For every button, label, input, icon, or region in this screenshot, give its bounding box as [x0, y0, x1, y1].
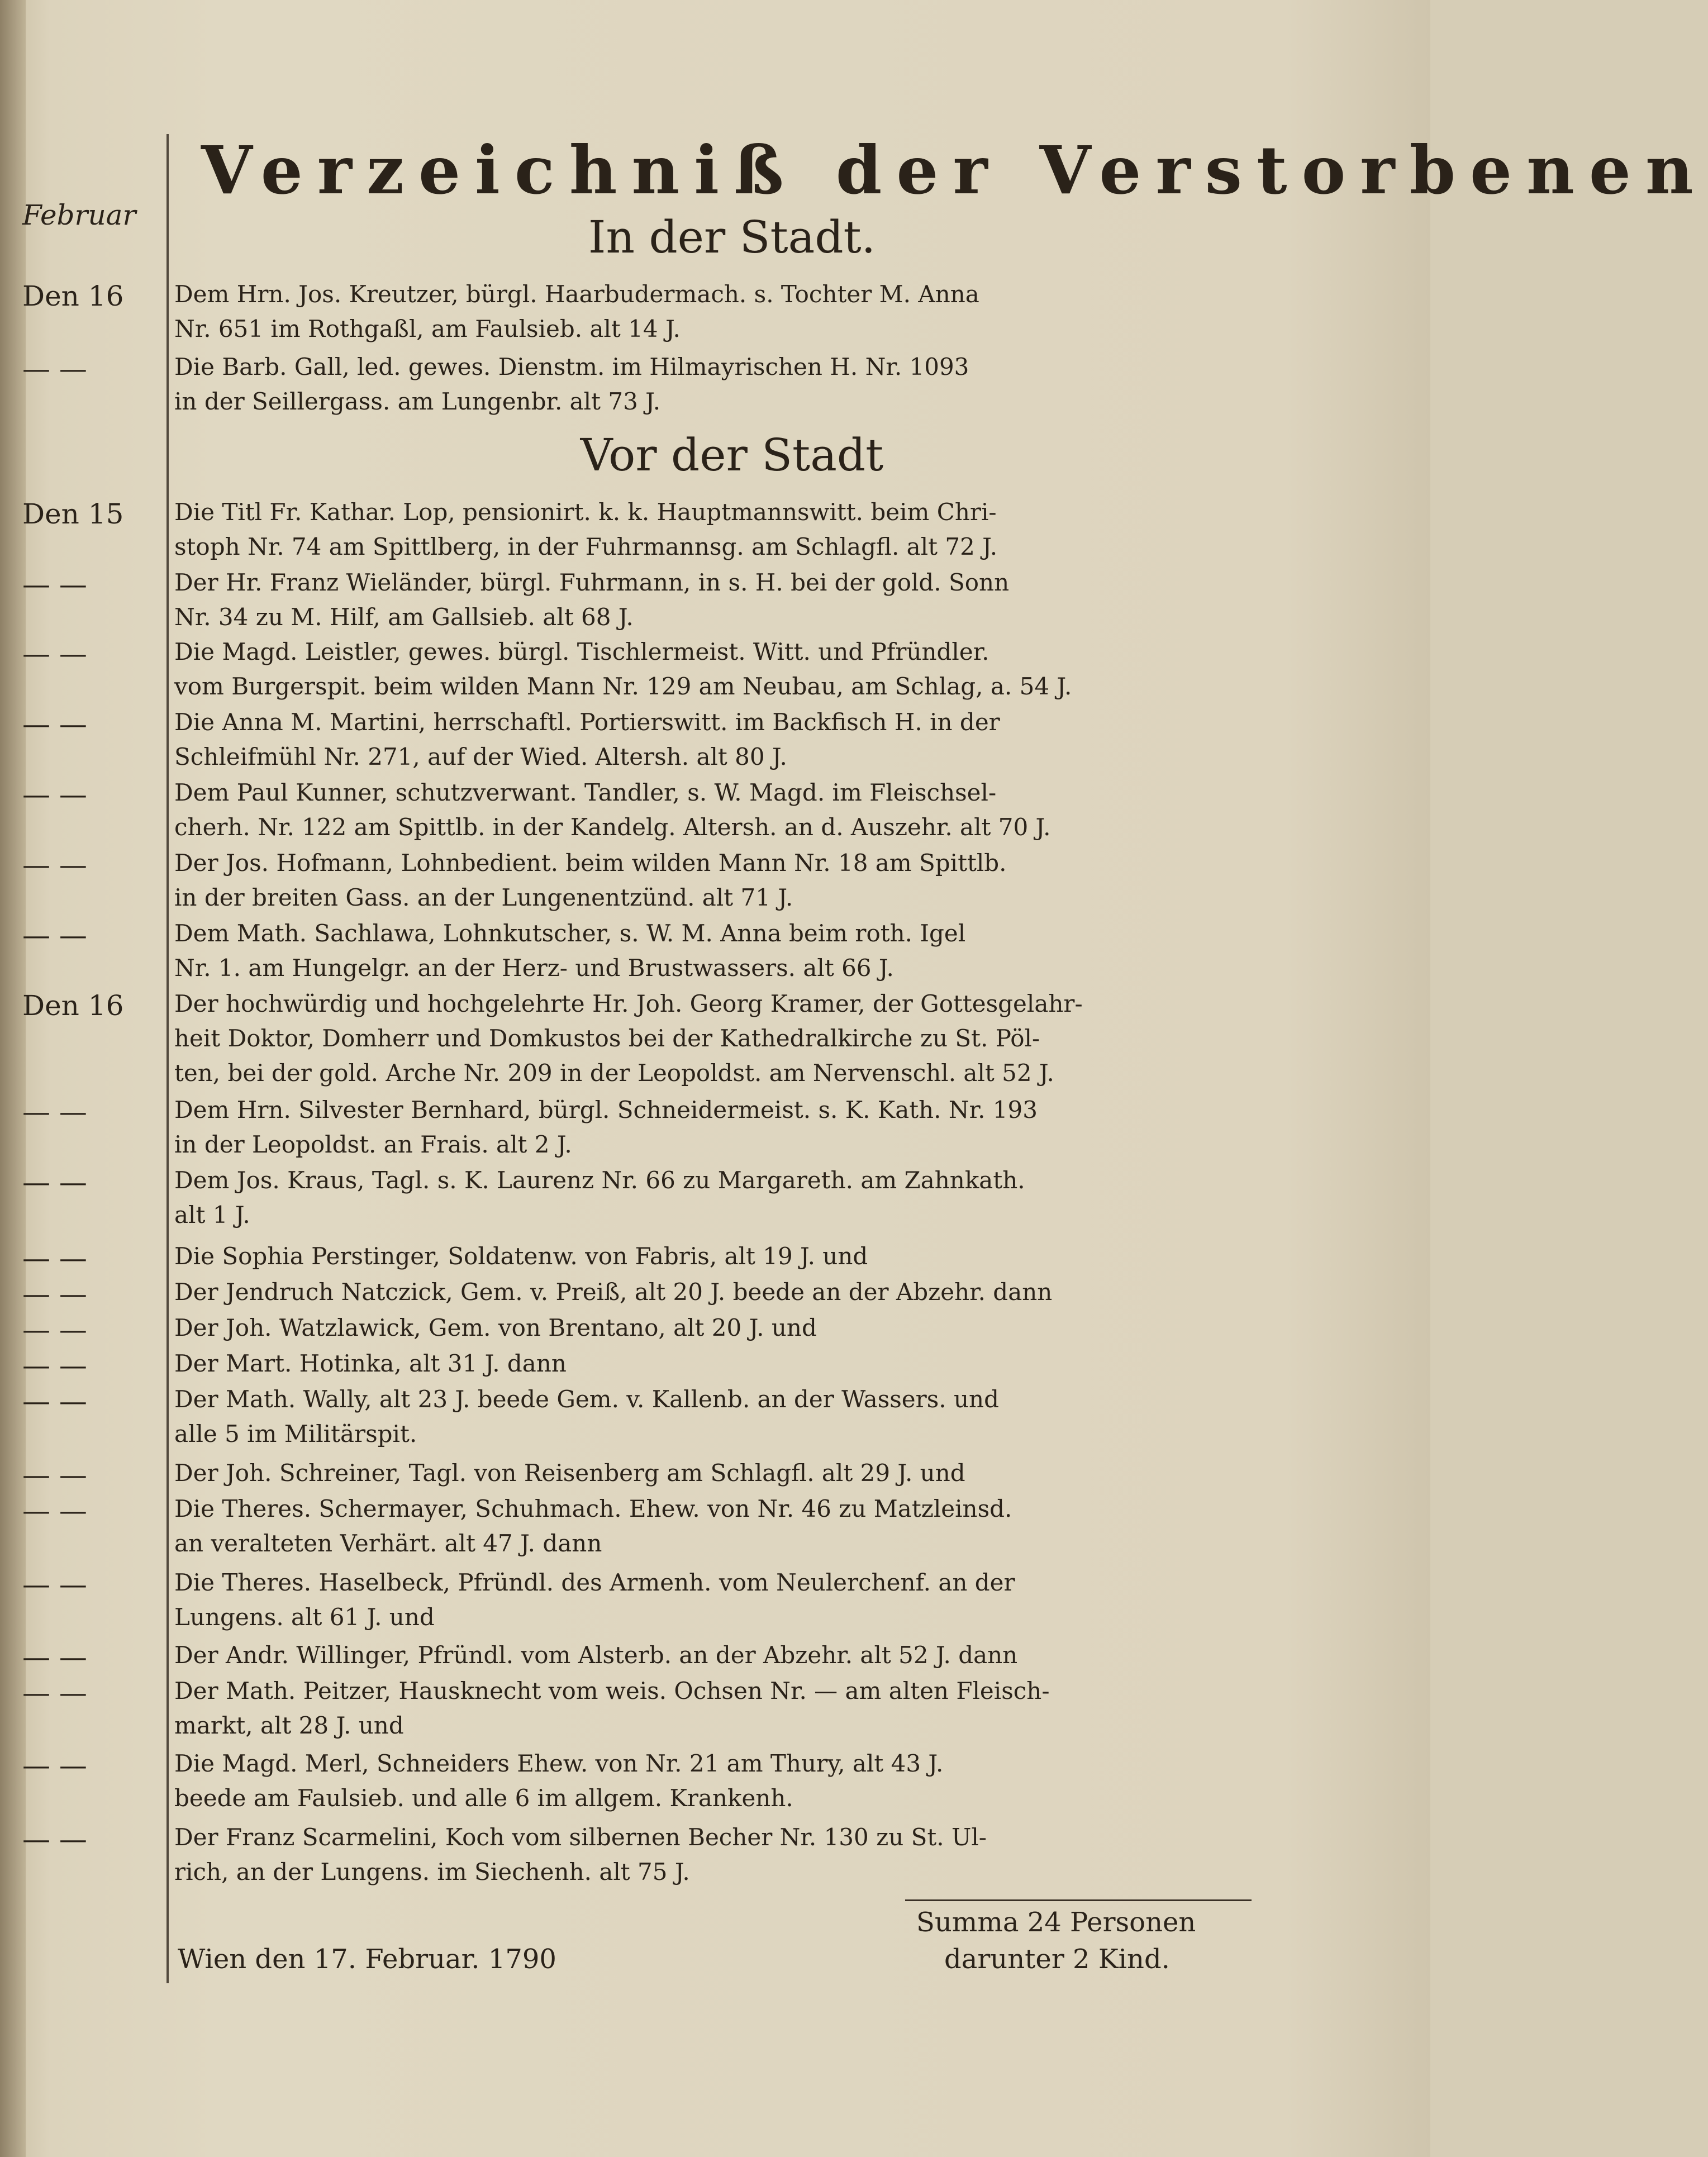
- entry-date: — —: [22, 1278, 87, 1310]
- entry-date: — —: [22, 708, 87, 740]
- entry-line: Nr. 34 zu M. Hilf, am Gallsieb. alt 68 J.: [174, 603, 634, 631]
- summary-children: darunter 2 Kind.: [944, 1944, 1170, 1975]
- entry-text: [174, 846, 1297, 915]
- entry-line: Die Theres. Haselbeck, Pfründl. des Armenh. vom Neulerchenf. an der: [174, 1569, 1015, 1596]
- entry-line: Die Titl Fr. Kathar. Lop, pensionirt. k. k. Hauptmannswitt. beim Chri-: [174, 498, 997, 526]
- entry-line: Der Mart. Hotinka, alt 31 J. dann: [174, 1350, 567, 1377]
- summary-total: Summa 24 Personen: [916, 1907, 1196, 1938]
- entry-line: Die Magd. Merl, Schneiders Ehew. von Nr. 21 am Thury, alt 43 J.: [174, 1750, 944, 1777]
- entry-text: [174, 1311, 1297, 1345]
- entry-line: ten, bei der gold. Arche Nr. 209 in der Leopoldst. am Nervenschl. alt 52 J.: [174, 1059, 1054, 1087]
- entry-line: Die Sophia Perstinger, Soldatenw. von Fabris, alt 19 J. und: [174, 1242, 868, 1270]
- section-heading-vor-stadt: Vor der Stadt: [580, 429, 884, 481]
- entry-line: an veralteten Verhärt. alt 47 J. dann: [174, 1530, 602, 1557]
- entry-line: Dem Jos. Kraus, Tagl. s. K. Laurenz Nr. 66 zu Margareth. am Zahnkath.: [174, 1166, 1025, 1194]
- entry-date: — —: [22, 1677, 87, 1709]
- entry-text: [174, 1492, 1297, 1561]
- entry-line: Dem Hrn. Jos. Kreutzer, bürgl. Haarbudermach. s. Tochter M. Anna: [174, 280, 979, 308]
- entry-date: — —: [22, 1459, 87, 1491]
- entry-text: [174, 916, 1297, 985]
- entry-line: stoph Nr. 74 am Spittlberg, in der Fuhrmannsg. am Schlagfl. alt 72 J.: [174, 533, 998, 560]
- entry-line: Der Franz Scarmelini, Koch vom silbernen Becher Nr. 130 zu St. Ul-: [174, 1823, 987, 1851]
- entry-line: cherh. Nr. 122 am Spittlb. in der Kandelg. Altersh. an d. Auszehr. alt 70 J.: [174, 813, 1051, 841]
- entry-date: Den 15: [22, 498, 124, 530]
- summary-rule: [905, 1899, 1252, 1901]
- entry-date: — —: [22, 353, 87, 385]
- column-rule: [166, 134, 169, 1983]
- entry-line: Der hochwürdig und hochgelehrte Hr. Joh. Georg Kramer, der Gottesgelahr-: [174, 990, 1083, 1017]
- entry-line: Die Barb. Gall, led. gewes. Dienstm. im Hilmayrischen H. Nr. 1093: [174, 353, 969, 380]
- place-date: Wien den 17. Februar. 1790: [178, 1944, 556, 1975]
- entry-line: in der breiten Gass. an der Lungenentzünd. alt 71 J.: [174, 884, 793, 911]
- entry-line: Nr. 1. am Hungelgr. an der Herz- und Brustwassers. alt 66 J.: [174, 954, 894, 982]
- entry-line: Der Jendruch Natczick, Gem. v. Preiß, alt 20 J. beede an der Abzehr. dann: [174, 1278, 1053, 1306]
- entry-text: [174, 1093, 1297, 1162]
- entry-line: rich, an der Lungens. im Siechenh. alt 75 J.: [174, 1858, 690, 1885]
- entry-text: [174, 1456, 1297, 1491]
- entry-text: [174, 1674, 1297, 1743]
- entry-date: Den 16: [22, 989, 124, 1022]
- entry-line: Der Joh. Watzlawick, Gem. von Brentano, alt 20 J. und: [174, 1314, 817, 1341]
- entry-text: [174, 1346, 1297, 1381]
- entry-date: Den 16: [22, 280, 124, 312]
- entry-date: — —: [22, 919, 87, 951]
- entry-date: — —: [22, 1494, 87, 1527]
- entry-text: [174, 987, 1297, 1091]
- entry-date: — —: [22, 1749, 87, 1782]
- entry-text: [174, 277, 1297, 346]
- entry-text: [174, 1239, 1297, 1274]
- entry-line: Der Math. Peitzer, Hausknecht vom weis. Ochsen Nr. — am alten Fleisch-: [174, 1677, 1050, 1704]
- entry-line: alt 1 J.: [174, 1201, 250, 1229]
- entry-text: [174, 1820, 1297, 1889]
- entry-date: — —: [22, 1096, 87, 1128]
- entry-date: — —: [22, 1385, 87, 1417]
- entry-date: — —: [22, 1313, 87, 1346]
- entry-line: Dem Paul Kunner, schutzverwant. Tandler, s. W. Magd. im Fleischsel-: [174, 779, 997, 806]
- entry-date: — —: [22, 637, 87, 670]
- entry-text: [174, 1163, 1297, 1232]
- entry-date: — —: [22, 849, 87, 881]
- entry-line: Lungens. alt 61 J. und: [174, 1603, 435, 1631]
- entry-line: Der Andr. Willinger, Pfründl. vom Alsterb. an der Abzehr. alt 52 J. dann: [174, 1641, 1018, 1669]
- entry-date: — —: [22, 1823, 87, 1855]
- entry-text: [174, 1382, 1297, 1451]
- entry-line: Schleifmühl Nr. 271, auf der Wied. Altersh. alt 80 J.: [174, 743, 787, 770]
- entry-date: — —: [22, 568, 87, 601]
- entry-text: [174, 565, 1297, 635]
- entry-line: Die Anna M. Martini, herrschaftl. Portierswitt. im Backfisch H. in der: [174, 708, 1000, 736]
- entry-line: Der Jos. Hofmann, Lohnbedient. beim wilden Mann Nr. 18 am Spittlb.: [174, 849, 1007, 877]
- entry-line: Nr. 651 im Rothgaßl, am Faulsieb. alt 14 J.: [174, 315, 681, 342]
- entry-line: in der Seillergass. am Lungenbr. alt 73 J.: [174, 388, 661, 415]
- entry-line: Der Hr. Franz Wieländer, bürgl. Fuhrmann, in s. H. bei der gold. Sonn: [174, 569, 1010, 596]
- entry-text: [174, 775, 1297, 845]
- entry-line: heit Doktor, Domherr und Domkustos bei der Kathedralkirche zu St. Pöl-: [174, 1025, 1040, 1052]
- entry-line: Dem Math. Sachlawa, Lohnkutscher, s. W. M. Anna beim roth. Igel: [174, 920, 966, 947]
- section-heading-stadt: In der Stadt.: [588, 211, 876, 263]
- page-title: Verzeichniß der Verstorbenen: [201, 131, 1708, 209]
- entry-date: — —: [22, 1166, 87, 1198]
- entry-line: beede am Faulsieb. und alle 6 im allgem. Krankenh.: [174, 1784, 793, 1812]
- entry-text: [174, 635, 1297, 704]
- entry-line: Der Math. Wally, alt 23 J. beede Gem. v. Kallenb. an der Wassers. und: [174, 1385, 999, 1413]
- entry-text: [174, 1638, 1297, 1673]
- entry-line: Dem Hrn. Silvester Bernhard, bürgl. Schneidermeist. s. K. Kath. Nr. 193: [174, 1096, 1038, 1123]
- entry-date: — —: [22, 778, 87, 811]
- entry-line: Die Magd. Leistler, gewes. bürgl. Tischlermeist. Witt. und Pfründler.: [174, 638, 989, 665]
- entry-text: [174, 705, 1297, 774]
- entry-date: — —: [22, 1641, 87, 1673]
- entry-text: [174, 1746, 1297, 1816]
- entry-date: — —: [22, 1349, 87, 1382]
- entry-line: in der Leopoldst. an Frais. alt 2 J.: [174, 1131, 572, 1158]
- entry-date: — —: [22, 1568, 87, 1601]
- entry-text: [174, 495, 1297, 564]
- entry-line: markt, alt 28 J. und: [174, 1712, 404, 1739]
- month-label: Februar: [22, 199, 136, 231]
- entry-line: alle 5 im Militärspit.: [174, 1420, 417, 1447]
- entry-text: [174, 1565, 1297, 1635]
- entry-text: [174, 1275, 1297, 1310]
- entry-line: Die Theres. Schermayer, Schuhmach. Ehew. von Nr. 46 zu Matzleinsd.: [174, 1495, 1012, 1522]
- entry-text: [174, 350, 1297, 419]
- entry-line: Der Joh. Schreiner, Tagl. von Reisenberg am Schlagfl. alt 29 J. und: [174, 1459, 965, 1487]
- entry-line: vom Burgerspit. beim wilden Mann Nr. 129 am Neubau, am Schlag, a. 54 J.: [174, 673, 1072, 700]
- entry-date: — —: [22, 1242, 87, 1274]
